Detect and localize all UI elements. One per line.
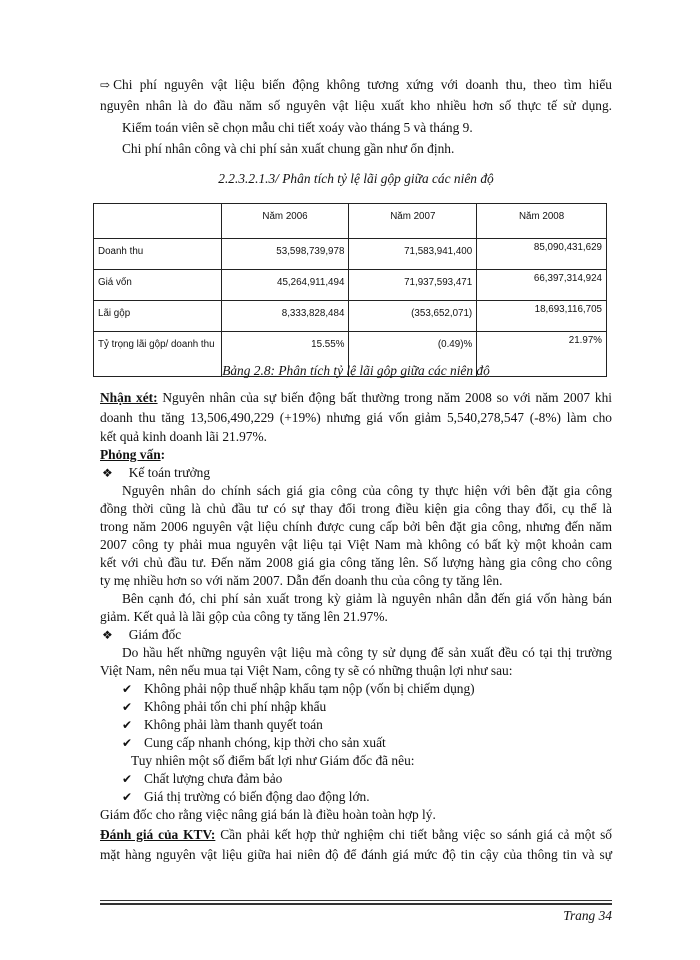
checkmark-icon: ✔	[122, 682, 133, 696]
table-cell: (0.49)%	[349, 332, 477, 377]
footer-divider	[100, 900, 612, 901]
paragraph-line: đồng thời cũng là chủ đầu tư có sự thay đổi trong điều kiện gia công thay đổi, cụ thể là	[100, 501, 612, 516]
paragraph-line: Giám đốc cho rằng việc nâng giá bán là điều hoàn toàn hợp lý.	[100, 807, 436, 822]
paragraph-line: kết với chủ đầu tư. Đến năm 2008 giá gia công tăng lên. Số lượng hàng gia công cho công	[100, 555, 612, 570]
table-cell: Tỷ trọng lãi gộp/ doanh thu	[94, 332, 222, 377]
ktv-line: mặt hàng nguyên vật liệu giữa hai niên độ để đánh giá mức độ tin cậy của thông tin và sự	[100, 847, 612, 862]
remark-line: Nhận xét: Nguyên nhân của sự biến động bất thường trong năm 2008 so với năm 2007 khi	[100, 390, 612, 405]
table-cell: 53,598,739,978	[221, 239, 349, 270]
table-cell: 8,333,828,484	[221, 301, 349, 332]
diamond-bullet-icon: ❖	[102, 628, 113, 642]
list-item: ✔ Cung cấp nhanh chóng, kịp thời cho sản xuất	[122, 735, 386, 750]
diamond-bullet-icon: ❖	[102, 466, 113, 480]
ktv-line: Đánh giá của KTV: Cần phải kết hợp thử nghiệm chi tiết bằng việc so sánh giá cả một số	[100, 827, 612, 842]
paragraph-line: trong năm 2006 nguyên vật liệu chính được cung cấp bởi bên đặt gia công, nhưng đến năm	[100, 519, 612, 534]
table-cell: 45,264,911,494	[221, 270, 349, 301]
interview-heading: Phỏng vấn:	[100, 447, 166, 462]
paragraph-line: Bên cạnh đó, chi phí sản xuất trong kỳ giảm là nguyên nhân dẫn đến giá vốn hàng bán	[122, 591, 612, 606]
list-item: ✔ Giá thị trường có biến động dao động lớn.	[122, 789, 370, 804]
table-header-cell: Năm 2007	[349, 204, 477, 239]
table-cell: 15.55%	[221, 332, 349, 377]
table-cell: 71,937,593,471	[349, 270, 477, 301]
gross-margin-table	[93, 203, 607, 377]
table-cell: Lãi gộp	[94, 301, 222, 332]
checkmark-icon: ✔	[122, 790, 133, 804]
paragraph-line: Tuy nhiên một số điểm bất lợi như Giám đốc đã nêu:	[131, 753, 415, 768]
section-heading: 2.2.3.2.1.3/ Phân tích tỷ lệ lãi gộp giữa các niên độ	[218, 171, 494, 186]
table-cell: Doanh thu	[94, 239, 222, 270]
page-number: Trang 34	[563, 908, 612, 923]
list-item: ✔ Không phải làm thanh quyết toán	[122, 717, 323, 732]
table-cell: 66,397,314,924	[477, 270, 607, 301]
director-heading: ❖ Giám đốc	[102, 627, 182, 642]
paragraph-line: nguyên nhân là do đầu năm số nguyên vật liệu xuất kho nhiều hơn số thực tế sử dụng.	[100, 98, 612, 113]
paragraph-line: 2007 công ty phải mua nguyên vật liệu tại Việt Nam mà không có bất kỳ một khoản cam	[100, 537, 612, 552]
remark-label: Nhận xét:	[100, 390, 158, 405]
paragraph-line: Việt Nam, nên nếu mua tại Việt Nam, công ty sẽ có những thuận lợi như sau:	[100, 663, 513, 678]
table-cell: Giá vốn	[94, 270, 222, 301]
table-header-cell	[94, 204, 222, 239]
table-cell: 85,090,431,629	[477, 239, 607, 270]
checkmark-icon: ✔	[122, 772, 133, 786]
paragraph-line: giảm. Kết quả là lãi gộp của công ty tăng lên 21.97%.	[100, 609, 388, 624]
table-header-cell: Năm 2008	[477, 204, 607, 239]
paragraph-line: Do hầu hết những nguyên vật liệu mà công ty sử dụng để sản xuất đều có tại thị trường	[122, 645, 612, 660]
table-header-cell: Năm 2006	[221, 204, 349, 239]
table-cell: (353,652,071)	[349, 301, 477, 332]
table-header-row	[94, 204, 607, 239]
list-item: ✔ Không phải tốn chi phí nhập khẩu	[122, 699, 327, 714]
checkmark-icon: ✔	[122, 718, 133, 732]
paragraph-line: Nguyên nhân do chính sách giá gia công của công ty thực hiện với bên đặt gia công	[122, 483, 612, 498]
chief-accountant-heading: ❖ Kế toán trưởng	[102, 465, 211, 480]
arrow-right-icon: ⇨	[100, 78, 111, 92]
list-item: ✔ Chất lượng chưa đảm bảo	[122, 771, 283, 786]
table-caption: Bảng 2.8: Phân tích tỷ lệ lãi gộp giữa các niên độ	[222, 363, 490, 378]
list-item: ✔ Không phải nộp thuế nhập khẩu tạm nộp (vốn bị chiếm dụng)	[122, 681, 475, 696]
paragraph-line: Chi phí nhân công và chi phí sản xuất chung gần như ổn định.	[122, 141, 455, 156]
table-cell: 21.97%	[477, 332, 607, 377]
table-cell: 71,583,941,400	[349, 239, 477, 270]
paragraph-line: ⇨ Chi phí nguyên vật liệu biến động không tương xứng với doanh thu, theo tìm hiểu	[100, 77, 612, 92]
remark-line: doanh thu tăng 13,506,490,229 (+19%) nhưng giá vốn giảm 5,540,278,547 (-8%) làm cho	[100, 410, 612, 425]
table-cell: 18,693,116,705	[477, 301, 607, 332]
remark-line: kết quả kinh doanh lãi 21.97%.	[100, 429, 267, 444]
checkmark-icon: ✔	[122, 736, 133, 750]
table-row	[94, 270, 607, 301]
ktv-label: Đánh giá của KTV:	[100, 827, 216, 842]
table-row	[94, 301, 607, 332]
checkmark-icon: ✔	[122, 700, 133, 714]
footer-divider	[100, 903, 612, 905]
paragraph-line: ty mẹ nhiều hơn so với năm 2007. Dẫn đến doanh thu của công ty tăng lên.	[100, 573, 503, 588]
paragraph-line: Kiểm toán viên sẽ chọn mẫu chi tiết xoáy vào tháng 5 và tháng 9.	[122, 120, 473, 135]
table-row	[94, 239, 607, 270]
